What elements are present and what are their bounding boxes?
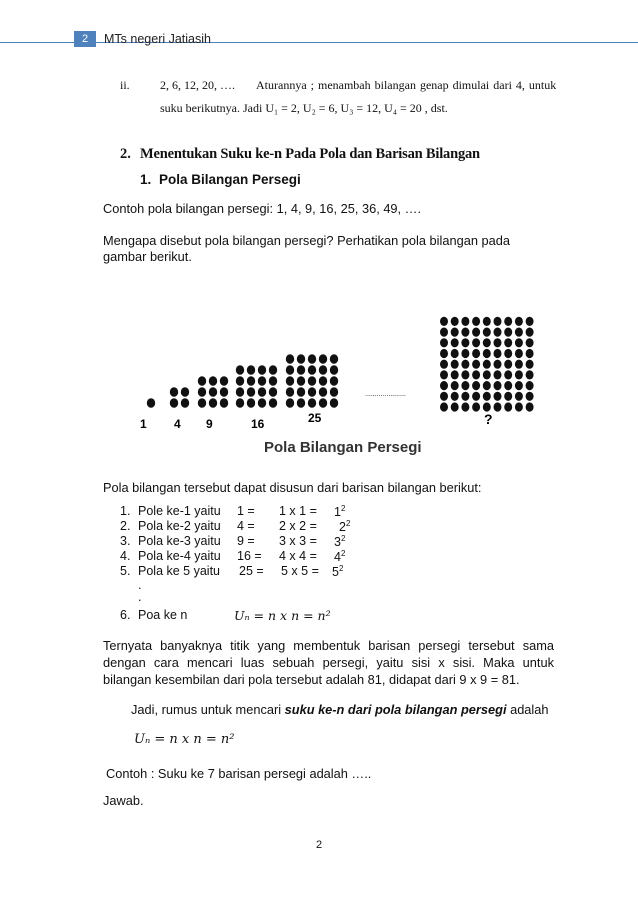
item-ii-sequence: 2, 6, 12, 20, ….	[160, 78, 235, 92]
figure-label-4: 4	[174, 417, 181, 431]
item-formula: Uₙ = n x n = n²	[234, 608, 331, 623]
pattern-dot	[515, 392, 523, 401]
item-value: 25 =	[239, 564, 264, 578]
pattern-dot	[236, 387, 244, 397]
item-power-base: 4	[334, 550, 341, 565]
pattern-dot	[297, 376, 305, 386]
item-label: Poa ke n	[138, 608, 188, 622]
pattern-dot	[472, 349, 480, 358]
pattern-dot	[451, 328, 459, 337]
pattern-dot	[440, 392, 448, 401]
pattern-dot	[515, 370, 523, 379]
pattern-dot	[472, 360, 480, 369]
pattern-dot	[297, 354, 305, 364]
pattern-dot	[526, 338, 534, 347]
pattern-figure	[130, 272, 550, 472]
pattern-dot	[461, 381, 469, 390]
item-value: 1 =	[237, 504, 255, 518]
pattern-dot	[504, 402, 512, 411]
pattern-dot	[247, 365, 255, 375]
pattern-dot	[494, 349, 502, 358]
pattern-dot	[472, 317, 480, 326]
pattern-dot	[269, 376, 277, 386]
pattern-dot	[515, 328, 523, 337]
pattern-dot	[451, 370, 459, 379]
pattern-dot	[181, 398, 189, 408]
pattern-dot	[472, 328, 480, 337]
pattern-dot	[461, 392, 469, 401]
pattern-dot	[440, 360, 448, 369]
item-number: 5.	[120, 564, 131, 578]
dot-square-4x4	[236, 365, 277, 408]
pattern-dot	[319, 354, 327, 364]
pattern-dot	[330, 387, 338, 397]
pattern-dot	[297, 398, 305, 408]
pattern-dot	[308, 354, 316, 364]
pattern-dot	[504, 317, 512, 326]
pattern-dot	[451, 317, 459, 326]
pattern-dot	[494, 402, 502, 411]
pattern-dot	[236, 376, 244, 386]
item-value: 4 =	[237, 519, 255, 533]
pattern-dot	[461, 328, 469, 337]
pattern-dot	[308, 398, 316, 408]
pattern-dot	[451, 360, 459, 369]
pattern-dot	[308, 376, 316, 386]
pattern-dot	[220, 398, 228, 408]
pattern-dot	[198, 387, 206, 397]
pattern-dot	[483, 370, 491, 379]
pattern-dot	[472, 381, 480, 390]
pattern-dot	[258, 376, 266, 386]
pattern-dot	[198, 398, 206, 408]
pattern-dot	[494, 392, 502, 401]
pattern-dot	[269, 398, 277, 408]
pattern-dot	[297, 365, 305, 375]
pattern-dot	[308, 365, 316, 375]
pattern-dot	[472, 402, 480, 411]
pattern-dot	[286, 365, 294, 375]
pattern-dot	[236, 365, 244, 375]
item-number: 6.	[120, 608, 131, 622]
arrange-text: Pola bilangan tersebut dapat disusun dari barisan bilangan berikut:	[103, 480, 482, 495]
pattern-dot	[504, 360, 512, 369]
pattern-dot	[526, 392, 534, 401]
item-power-exponent: 2	[340, 534, 346, 543]
pattern-dot	[286, 387, 294, 397]
pattern-dot	[258, 398, 266, 408]
item-number: 2.	[120, 519, 131, 533]
figure-ellipsis: .....................	[365, 391, 406, 398]
item-power-base: 2	[339, 520, 346, 535]
pattern-dot	[330, 365, 338, 375]
pattern-dot	[515, 338, 523, 347]
pattern-dot	[269, 365, 277, 375]
pattern-dot	[494, 381, 502, 390]
dot-square-5x5	[286, 354, 338, 408]
pattern-dot	[504, 392, 512, 401]
continuation-dot: .	[138, 590, 142, 604]
pattern-dot	[297, 387, 305, 397]
question-text: Mengapa disebut pola bilangan persegi? Perhatikan pola bilangan pada gambar berikut.	[103, 233, 510, 264]
subsection-number: 1.	[140, 172, 152, 187]
item-ii-marker: ii.	[120, 78, 130, 92]
example-text: Contoh pola bilangan persegi: 1, 4, 9, 16, 25, 36, 49, ….	[103, 201, 422, 216]
pattern-dot	[269, 387, 277, 397]
pattern-dot	[236, 398, 244, 408]
conclusion-suffix: adalah	[506, 702, 549, 717]
example-question: Contoh : Suku ke 7 barisan persegi adalah …..	[106, 766, 372, 781]
header-page-number: 2	[74, 31, 96, 47]
pattern-dot	[526, 317, 534, 326]
item-number: 1.	[120, 504, 131, 518]
pattern-dot	[472, 370, 480, 379]
pattern-dot	[461, 338, 469, 347]
pattern-dot	[286, 398, 294, 408]
pattern-dot	[483, 349, 491, 358]
pattern-dot	[247, 376, 255, 386]
pattern-dot	[440, 317, 448, 326]
item-power-base: 3	[334, 535, 341, 550]
pattern-dot	[526, 402, 534, 411]
pattern-dot	[483, 317, 491, 326]
pattern-dot	[504, 370, 512, 379]
pattern-dot	[504, 349, 512, 358]
pattern-dot	[258, 365, 266, 375]
header-title: MTs negeri Jatiasih	[104, 32, 211, 46]
item-number: 3.	[120, 534, 131, 548]
item-value: 16 =	[237, 549, 262, 563]
item-label: Pola ke-2 yaitu	[138, 519, 221, 533]
explanation-paragraph: Ternyata banyaknya titik yang membentuk barisan persegi tersebut sama dengan cara mencari luas sebuah persegi, yaitu sisi x sisi. Maka untuk bilangan kesembilan dari pola tersebut adalah 81, didapat dari 9 x 9 = 81.	[103, 638, 554, 687]
section-title: Menentukan Suku ke-n Pada Pola dan Barisan Bilangan	[140, 146, 480, 162]
pattern-dot	[461, 349, 469, 358]
pattern-dot	[451, 402, 459, 411]
pattern-dot	[170, 387, 178, 397]
pattern-dot	[515, 349, 523, 358]
pattern-dot	[286, 354, 294, 364]
item-expression: 4 x 4 =	[279, 549, 317, 563]
item-expression: 3 x 3 =	[279, 534, 317, 548]
pattern-dot	[515, 317, 523, 326]
pattern-dot	[526, 370, 534, 379]
pattern-dot	[247, 387, 255, 397]
figure-label-question: ?	[484, 411, 493, 427]
pattern-dot	[319, 387, 327, 397]
continuation-dot: .	[138, 578, 142, 592]
conclusion-line	[131, 702, 549, 718]
pattern-dot	[440, 338, 448, 347]
pattern-dot	[483, 381, 491, 390]
item-expression: 5 x 5 =	[281, 564, 319, 578]
item-number: 4.	[120, 549, 131, 563]
item-power-base: 1	[334, 505, 341, 520]
pattern-dot	[451, 392, 459, 401]
pattern-dot	[198, 376, 206, 386]
pattern-dot	[440, 370, 448, 379]
section-number: 2.	[120, 146, 131, 162]
figure-label-9: 9	[206, 417, 213, 431]
item-label: Pola ke 5 yaitu	[138, 564, 220, 578]
pattern-dot	[209, 387, 217, 397]
pattern-dot	[526, 360, 534, 369]
conclusion-bold: suku ke-n dari pola bilangan persegi	[284, 702, 507, 717]
pattern-dot	[440, 349, 448, 358]
pattern-dot	[451, 338, 459, 347]
item-label: Pola ke-3 yaitu	[138, 534, 221, 548]
pattern-dot	[440, 328, 448, 337]
pattern-dot	[515, 381, 523, 390]
item-expression: 2 x 2 =	[279, 519, 317, 533]
footer-page-number: 2	[315, 839, 323, 851]
pattern-dot	[440, 381, 448, 390]
pattern-dot	[147, 398, 155, 408]
pattern-dot	[461, 317, 469, 326]
pattern-dot	[308, 387, 316, 397]
item-power-exponent: 2	[340, 549, 346, 558]
figure-label-1: 1	[140, 417, 147, 431]
answer-label: Jawab.	[103, 793, 144, 808]
formula: Uₙ = n x n = n²	[134, 732, 235, 747]
pattern-dot	[209, 398, 217, 408]
item-label: Pola ke-4 yaitu	[138, 549, 221, 563]
pattern-dot	[451, 349, 459, 358]
pattern-dot	[483, 338, 491, 347]
pattern-dot	[515, 402, 523, 411]
pattern-dot	[330, 398, 338, 408]
figure-caption: Pola Bilangan Persegi	[264, 439, 422, 456]
pattern-dot	[494, 338, 502, 347]
pattern-dot	[461, 402, 469, 411]
dot-square-1x1	[147, 398, 155, 408]
pattern-dot	[494, 328, 502, 337]
pattern-dot	[504, 328, 512, 337]
dot-square-9x9	[440, 317, 534, 412]
pattern-dot	[504, 381, 512, 390]
item-label: Pole ke-1 yaitu	[138, 504, 221, 518]
figure-label-25: 25	[308, 411, 322, 425]
pattern-dot	[319, 398, 327, 408]
item-power-exponent: 2	[340, 504, 346, 513]
pattern-dot	[181, 387, 189, 397]
pattern-dot	[258, 387, 266, 397]
item-power-exponent: 2	[338, 564, 344, 573]
dot-square-2x2	[170, 387, 189, 408]
conclusion-prefix: Jadi, rumus untuk mencari	[131, 702, 285, 717]
pattern-dot	[319, 376, 327, 386]
pattern-dot	[526, 328, 534, 337]
item-power-base: 5	[332, 565, 339, 580]
pattern-dot	[170, 398, 178, 408]
pattern-dot	[330, 376, 338, 386]
item-ii-rule: Aturannya ; menambah bilangan genap dimulai dari 4, untuk	[256, 78, 557, 92]
pattern-dot	[494, 370, 502, 379]
pattern-dot	[247, 398, 255, 408]
pattern-dot	[483, 328, 491, 337]
pattern-dot	[515, 360, 523, 369]
pattern-dot	[220, 376, 228, 386]
pattern-dot	[440, 402, 448, 411]
item-ii-line2: suku berikutnya. Jadi U₁ = 2, U₂ = 6, U₃ = 12, U₄ = 20 , dst.	[160, 101, 448, 115]
pattern-dot	[483, 360, 491, 369]
dot-square-3x3	[198, 376, 228, 408]
pattern-dot	[483, 392, 491, 401]
pattern-dot	[461, 370, 469, 379]
pattern-dot	[494, 360, 502, 369]
pattern-dot	[461, 360, 469, 369]
pattern-dot	[526, 381, 534, 390]
item-expression: 1 x 1 =	[279, 504, 317, 518]
pattern-dot	[526, 349, 534, 358]
pattern-dot	[504, 338, 512, 347]
pattern-dot	[319, 365, 327, 375]
pattern-dot	[472, 338, 480, 347]
figure-label-16: 16	[251, 417, 265, 431]
subsection-title: Pola Bilangan Persegi	[159, 172, 301, 187]
pattern-dot	[451, 381, 459, 390]
pattern-dot	[494, 317, 502, 326]
pattern-dot	[330, 354, 338, 364]
pattern-dot	[220, 387, 228, 397]
item-value: 9 =	[237, 534, 255, 548]
pattern-dot	[209, 376, 217, 386]
pattern-dot	[286, 376, 294, 386]
pattern-dot	[472, 392, 480, 401]
item-power-exponent: 2	[345, 519, 351, 528]
